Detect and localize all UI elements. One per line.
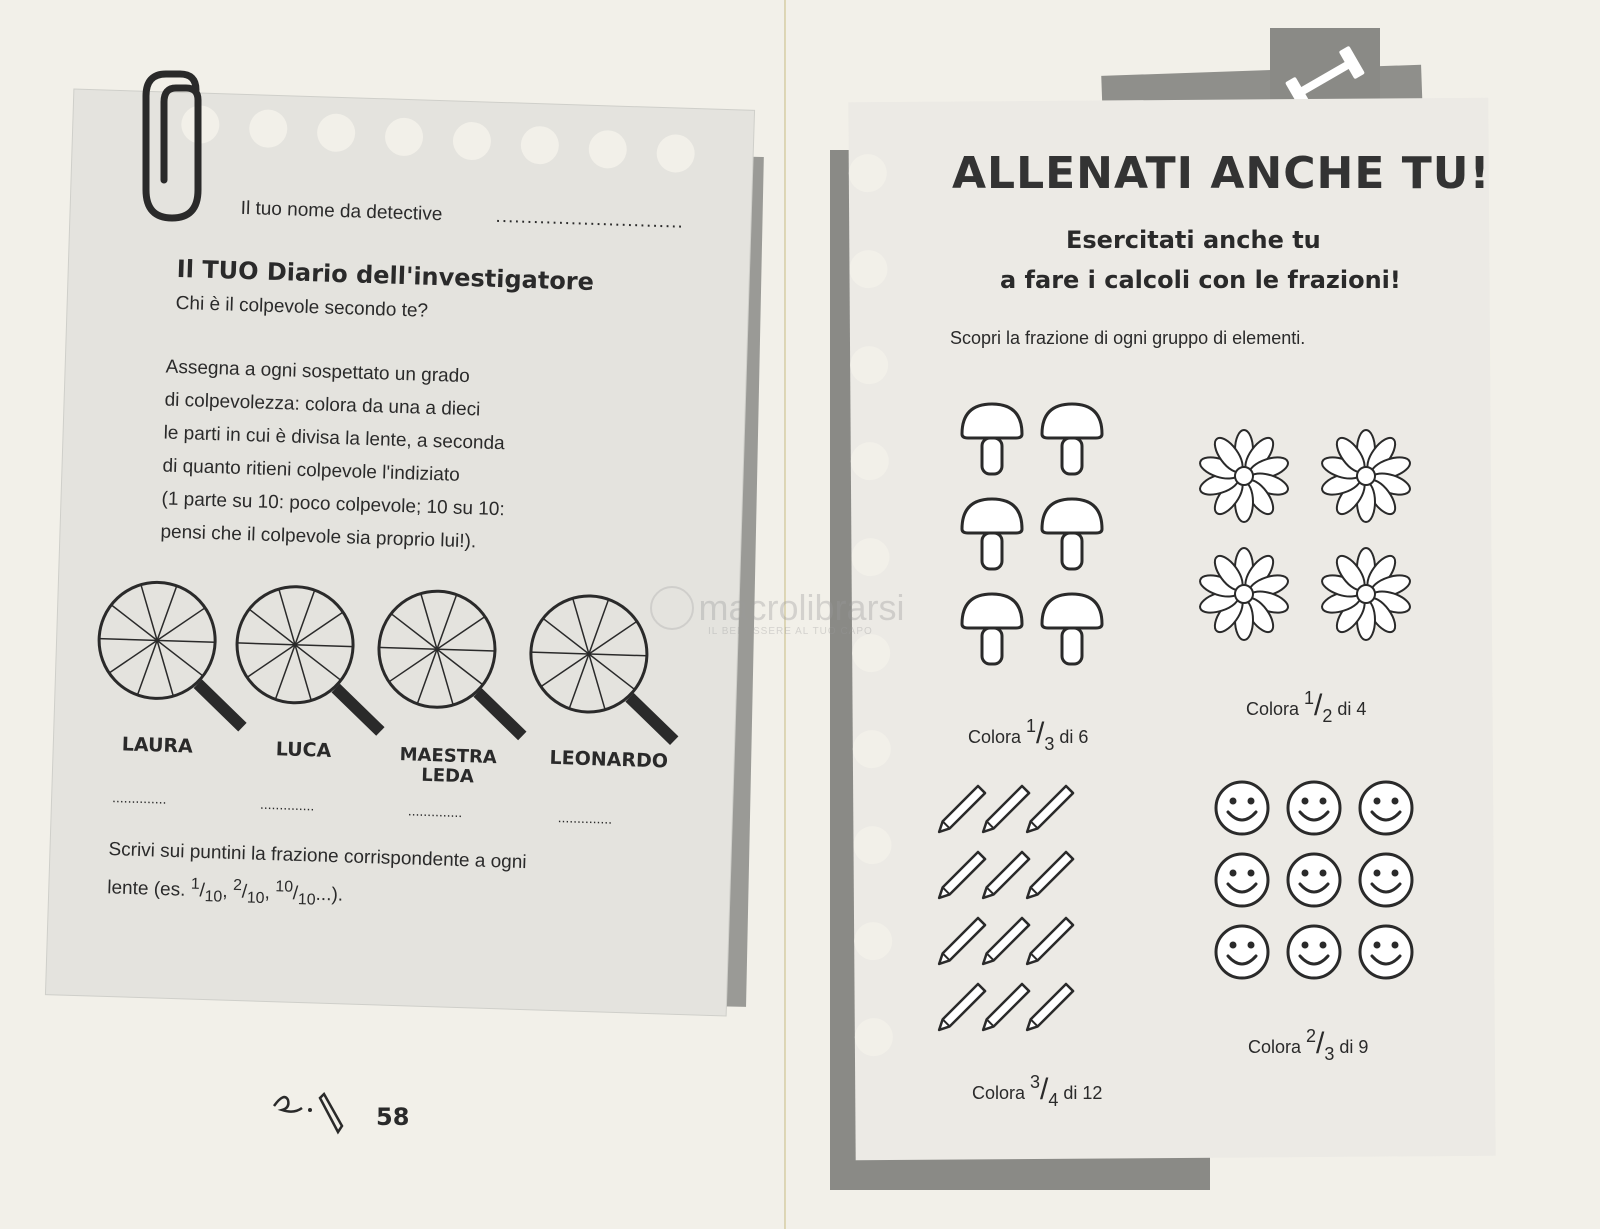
mushroom-icon[interactable]	[962, 499, 1022, 569]
magnifier-icon[interactable]	[234, 585, 384, 732]
mushroom-icon[interactable]	[962, 404, 1022, 474]
instruction-text: Scopri la frazione di ogni gruppo di elementi.	[950, 328, 1306, 348]
exercise-label: Colora $^3/_4$ di 12	[972, 1072, 1103, 1110]
fraction-num: 1	[1304, 688, 1315, 708]
hole	[520, 126, 559, 165]
hole	[853, 730, 891, 768]
hole	[851, 442, 889, 480]
suspect-name: LEONARDO	[549, 746, 669, 773]
instructions	[160, 351, 509, 560]
mushroom-icon[interactable]	[1042, 404, 1102, 474]
fraction-num: 1	[190, 875, 200, 893]
flower-icon[interactable]	[1197, 430, 1290, 522]
suspect-name: LUCA	[275, 738, 332, 762]
hole	[851, 538, 889, 576]
footer-prefix: lente (es.	[106, 877, 192, 901]
flower-icon[interactable]	[1319, 548, 1412, 640]
subtitle-line: Esercitati anche tu	[1066, 226, 1321, 254]
hole	[452, 121, 491, 160]
exercise-suffix: di 6	[1054, 727, 1089, 747]
instruction-line: Assegna a ogni sospettato un grado	[165, 356, 471, 388]
pencil-icon[interactable]	[1024, 786, 1073, 835]
pencil-icon[interactable]	[980, 852, 1029, 901]
mushroom-group	[958, 400, 1118, 670]
suspect-dots[interactable]: ..............	[259, 795, 315, 814]
suspect-name: LAURA	[121, 733, 194, 758]
pencil-icon[interactable]	[980, 786, 1029, 835]
exercise-prefix: Colora	[972, 1083, 1031, 1103]
pen-doodle-icon	[272, 1086, 352, 1136]
hole	[855, 1018, 893, 1056]
subtitle-line: a fare i calcoli con le frazioni!	[1000, 266, 1401, 294]
exercise-prefix: Colora	[968, 727, 1027, 747]
hole	[853, 826, 891, 864]
page-number: 58	[376, 1103, 410, 1131]
hole	[854, 922, 892, 960]
name-prompt: Il tuo nome da detective	[240, 197, 443, 226]
smiley-icon[interactable]	[1288, 926, 1340, 978]
fraction-num: 1	[1026, 716, 1037, 736]
flower-icon[interactable]	[1197, 548, 1290, 640]
exercise-prefix: Colora	[1248, 1037, 1307, 1057]
hole	[588, 130, 627, 169]
hole	[384, 117, 423, 156]
fraction-num: 2	[1306, 1026, 1317, 1046]
fraction-den: 3	[1044, 734, 1055, 754]
exercise-suffix: di 9	[1334, 1037, 1369, 1057]
page-title: ALLENATI ANCHE TU!	[952, 148, 1491, 199]
hole	[317, 113, 356, 152]
mushroom-icon[interactable]	[962, 594, 1022, 664]
instruction-line: di quanto ritieni colpevole l'indiziato	[162, 455, 461, 486]
fraction-den: 10	[297, 891, 316, 909]
hole	[849, 154, 887, 192]
instruction-line: pensi che il colpevole sia proprio lui!).	[160, 521, 477, 553]
pencil-icon[interactable]	[980, 984, 1029, 1033]
leaf-logo-icon	[650, 586, 694, 630]
hole	[249, 109, 288, 148]
magnifier-icon[interactable]	[97, 581, 247, 728]
smiley-icon[interactable]	[1216, 926, 1268, 978]
footer-line: Scrivi sui puntini la frazione corrispondente a ogni	[108, 838, 527, 874]
fraction-den: 10	[246, 889, 265, 908]
pencil-icon[interactable]	[1024, 984, 1073, 1033]
exercise-label: Colora $^1/_3$ di 6	[968, 716, 1089, 754]
pencil-icon[interactable]	[1024, 852, 1073, 901]
footer-suffix: ...).	[315, 883, 344, 906]
watermark	[650, 586, 905, 637]
pencil-icon[interactable]	[1024, 918, 1073, 967]
footer-line-2: lente (es. $^1/_{10}$, $^2/_{10}$, $^{10}/_{10}$...).	[106, 875, 344, 909]
magnifier-row	[94, 579, 698, 748]
fraction-den: 3	[1324, 1044, 1335, 1064]
instruction-line: di colpevolezza: colora da una a dieci	[164, 389, 481, 421]
suspect-dots[interactable]: ..............	[557, 809, 613, 827]
exercise-label: Colora $^1/_2$ di 4	[1246, 688, 1367, 726]
exercise-suffix: di 12	[1058, 1083, 1103, 1103]
suspect-name-multi	[399, 745, 497, 788]
watermark-brand: macrolibrarsi	[698, 587, 905, 628]
fraction-den: 4	[1048, 1090, 1059, 1110]
name-dots: ..............................	[495, 205, 685, 233]
mushroom-icon[interactable]	[1042, 594, 1102, 664]
suspect-dots[interactable]: ..............	[111, 789, 167, 807]
paperclip-icon	[136, 70, 226, 230]
diary-title: Il TUO Diario dell'investigatore	[176, 254, 595, 296]
fraction-den: 10	[204, 888, 223, 906]
smiley-group	[1214, 778, 1434, 998]
pencil-group	[972, 778, 1122, 1068]
exercise-label: Colora $^2/_3$ di 9	[1248, 1026, 1369, 1064]
fraction-num: 10	[275, 878, 294, 896]
hole	[850, 346, 888, 384]
diary-subtitle: Chi è il colpevole secondo te?	[175, 292, 429, 322]
smiley-icon[interactable]	[1216, 782, 1268, 834]
smiley-icon[interactable]	[1360, 782, 1412, 834]
fraction-num: 2	[232, 876, 243, 895]
fraction-den: 2	[1322, 706, 1333, 726]
smiley-icon[interactable]	[1216, 854, 1268, 906]
hole	[852, 634, 890, 672]
smiley-icon[interactable]	[1360, 854, 1412, 906]
flower-group	[1196, 430, 1436, 650]
suspect-name-line: LEDA	[420, 764, 475, 788]
smiley-icon[interactable]	[1288, 782, 1340, 834]
hole	[656, 134, 695, 173]
smiley-icon[interactable]	[1288, 854, 1340, 906]
watermark-tagline: IL BENESSERE AL TUO CAPO	[708, 626, 873, 637]
exercise-prefix: Colora	[1246, 699, 1305, 719]
fraction-num: 3	[1030, 1072, 1041, 1092]
magnifier-icon[interactable]	[376, 589, 526, 736]
instruction-line: le parti in cui è divisa la lente, a seconda	[163, 422, 505, 455]
suspect-name-line: MAESTRA	[399, 744, 498, 769]
pencil-icon[interactable]	[980, 918, 1029, 967]
hole	[849, 250, 887, 288]
exercise-suffix: di 4	[1332, 699, 1367, 719]
instruction-line: (1 parte su 10: poco colpevole; 10 su 10:	[161, 488, 506, 521]
mushroom-icon[interactable]	[1042, 499, 1102, 569]
smiley-icon[interactable]	[1360, 926, 1412, 978]
flower-icon[interactable]	[1319, 430, 1412, 522]
suspect-dots[interactable]: ..............	[407, 802, 463, 821]
